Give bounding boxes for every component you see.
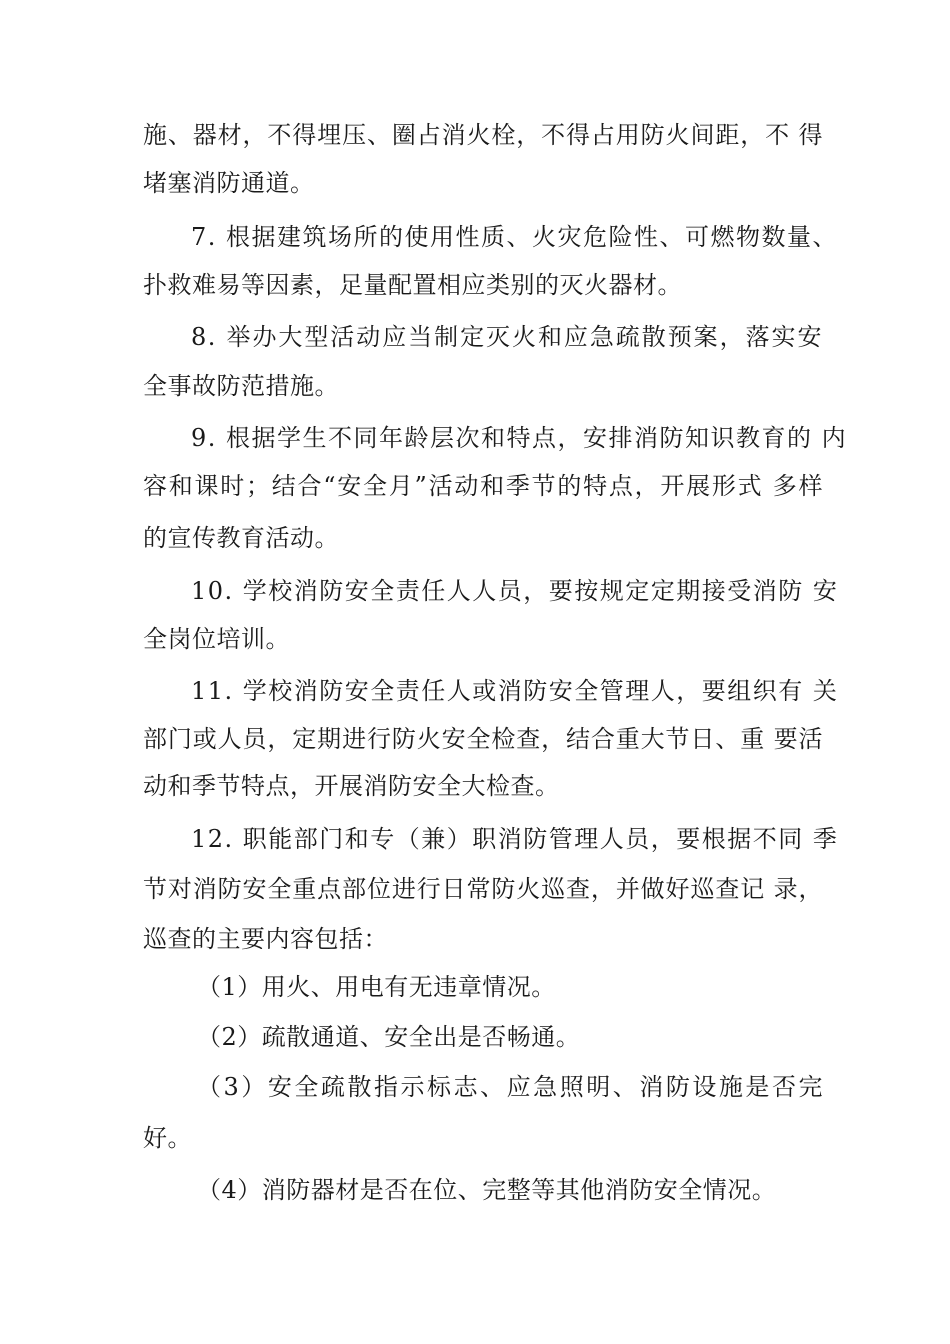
text-line: 全事故防范措施。 (143, 372, 339, 400)
list-item-4: （4）消防器材是否在位、完整等其他消防安全情况。 (197, 1176, 777, 1204)
list-item-1: （1）用火、用电有无违章情况。 (197, 973, 556, 1001)
text-line: 施、器材，不得埋压、圈占消火栓，不得占用防火间距，不 得 (143, 121, 823, 149)
text-line: 的宣传教育活动。 (143, 524, 339, 552)
list-item-2: （2）疏散通道、安全出是否畅通。 (197, 1023, 581, 1051)
text-line: 动和季节特点，开展消防安全大检查。 (143, 772, 560, 800)
text-line: 堵塞消防通道。 (143, 169, 315, 197)
text-line: 巡查的主要内容包括： (143, 925, 388, 953)
paragraph-10-line: 10. 学校消防安全责任人人员，要按规定定期接受消防 安 (191, 577, 839, 605)
text-line: 节对消防安全重点部位进行日常防火巡查，并做好巡查记 录， (143, 875, 823, 903)
text-line: 好。 (143, 1124, 192, 1152)
paragraph-9-line: 9. 根据学生不同年龄层次和特点，安排消防知识教育的 内 (191, 424, 848, 452)
text-line: 全岗位培训。 (143, 625, 290, 653)
paragraph-12-line: 12. 职能部门和专（兼）职消防管理人员，要根据不同 季 (191, 825, 839, 853)
text-line: 扑救难易等因素，足量配置相应类别的灭火器材。 (143, 271, 682, 299)
paragraph-8-line: 8. 举办大型活动应当制定灭火和应急疏散预案，落实安 (191, 323, 823, 351)
paragraph-11-line: 11. 学校消防安全责任人或消防安全管理人，要组织有 关 (191, 677, 839, 705)
paragraph-7-line: 7. 根据建筑场所的使用性质、火灾危险性、可燃物数量、 (191, 223, 839, 251)
list-item-3: （3）安全疏散指示标志、应急照明、消防设施是否完 (197, 1073, 823, 1101)
text-line: 容和课时；结合“安全月”活动和季节的特点，开展形式 多样 (143, 472, 823, 500)
text-line: 部门或人员，定期进行防火安全检查，结合重大节日、重 要活 (143, 725, 823, 753)
